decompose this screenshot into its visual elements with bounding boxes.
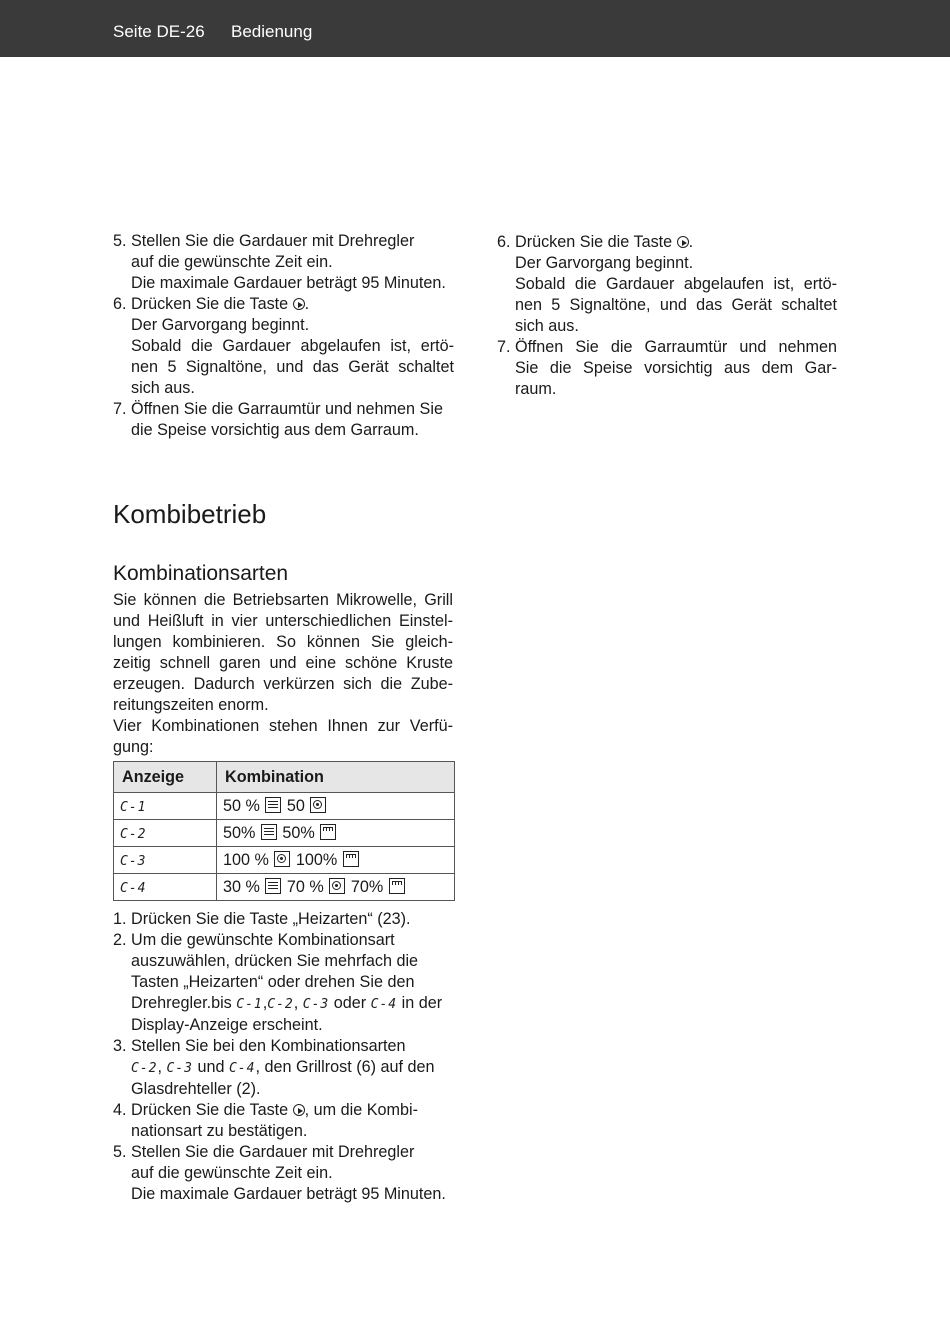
list-item: 6. Drücken Sie die Taste . Der Garvorgang beginnt. Sobald die Gardauer abgelaufen ist, ertö- nen 5 Signaltöne, und das Gerät schaltet sich aus. bbox=[497, 233, 837, 335]
list-item: 1. Drücken Sie die Taste „Heizarten“ (23). bbox=[113, 910, 411, 928]
combination-table bbox=[113, 761, 455, 901]
left-steps bbox=[113, 231, 454, 441]
table-row: C-3 100 % 100% bbox=[114, 847, 455, 874]
display-code: C-2 bbox=[131, 1061, 158, 1076]
list-item: 4. Drücken Sie die Taste , um die Kombi- nationsart zu bestätigen. bbox=[113, 1101, 419, 1140]
display-code: C-1 bbox=[236, 997, 263, 1012]
display-code: C-2 bbox=[120, 826, 147, 842]
fan-icon bbox=[310, 797, 326, 813]
start-button-icon bbox=[677, 236, 689, 248]
chapter-title: Bedienung bbox=[231, 22, 313, 41]
fan-icon bbox=[274, 851, 290, 867]
table-row: C-2 50% 50% bbox=[114, 820, 455, 847]
column-header-display: Anzeige bbox=[114, 762, 217, 793]
list-item: 7. Öffnen Sie die Garraumtür und nehmen Sie die Speise vorsichtig aus dem Garraum. bbox=[113, 400, 443, 439]
list-item: 5. Stellen Sie die Gardauer mit Drehregler auf die gewünschte Zeit ein. Die maximale Gardauer beträgt 95 Minuten. bbox=[113, 1143, 446, 1203]
table-row: C-1 50 % 50 bbox=[114, 793, 455, 820]
list-item: 7. Öffnen Sie die Garraumtür und nehmen Sie die Speise vorsichtig aus dem Gar- raum. bbox=[497, 338, 837, 398]
right-steps bbox=[497, 232, 837, 400]
column-header-combination: Kombination bbox=[217, 762, 455, 793]
section-subtitle: Kombinationsarten bbox=[113, 562, 289, 585]
start-button-icon bbox=[293, 1104, 305, 1116]
list-item: 2. Um die gewünschte Kombinationsart auszuwählen, drücken Sie mehrfach die Tasten „Heizarten“ oder drehen Sie den Drehregler.bis C-1,C-2, C-3 oder C-4 in der Display-Anzeige erscheint. bbox=[113, 931, 443, 1034]
list-item: 3. Stellen Sie bei den Kombinationsarten C-2, C-3 und C-4, den Grillrost (6) auf den Glasdrehteller (2). bbox=[113, 1037, 435, 1098]
display-code: C-4 bbox=[228, 1061, 256, 1076]
intro-paragraph: Sie können die Betriebsarten Mikrowelle, Grill und Heißluft in vier unterschiedlichen Einstel- lungen kombinieren. So können Sie gleich- zeitig schnell garen und eine schöne Kruste erzeugen. Dadurch verkürzen sich die Zube- reitungszeiten enorm. Vier Kombinationen stehen Ihnen zur Verfü- gung: bbox=[113, 591, 453, 756]
grill-icon bbox=[343, 851, 359, 867]
table-row: C-4 30 % 70 % 70% bbox=[114, 874, 455, 901]
display-code: C-3 bbox=[166, 1061, 193, 1076]
display-code: C-1 bbox=[120, 799, 147, 815]
combination-steps bbox=[113, 909, 454, 1205]
microwave-icon bbox=[261, 824, 277, 840]
page-header bbox=[0, 0, 950, 57]
microwave-icon bbox=[265, 797, 281, 813]
microwave-icon bbox=[265, 878, 281, 894]
fan-icon bbox=[329, 878, 345, 894]
grill-icon bbox=[320, 824, 336, 840]
display-code: C-4 bbox=[370, 997, 398, 1012]
display-code: C-4 bbox=[120, 880, 147, 896]
display-code: C-3 bbox=[302, 997, 330, 1012]
page-number: Seite DE-26 bbox=[113, 22, 205, 41]
start-button-icon bbox=[293, 298, 305, 310]
display-code: C-2 bbox=[267, 997, 294, 1012]
section-title: Kombibetrieb bbox=[113, 499, 267, 529]
grill-icon bbox=[389, 878, 405, 894]
display-code: C-3 bbox=[120, 853, 147, 869]
table-header-row bbox=[114, 762, 455, 793]
list-item: 5. Stellen Sie die Gardauer mit Drehregler auf die gewünschte Zeit ein. Die maximale Gardauer beträgt 95 Minuten. bbox=[113, 232, 446, 292]
list-item: 6. Drücken Sie die Taste . Der Garvorgang beginnt. Sobald die Gardauer abgelaufen ist, ertö- nen 5 Signaltöne, und das Gerät schaltet sich aus. bbox=[113, 295, 454, 397]
